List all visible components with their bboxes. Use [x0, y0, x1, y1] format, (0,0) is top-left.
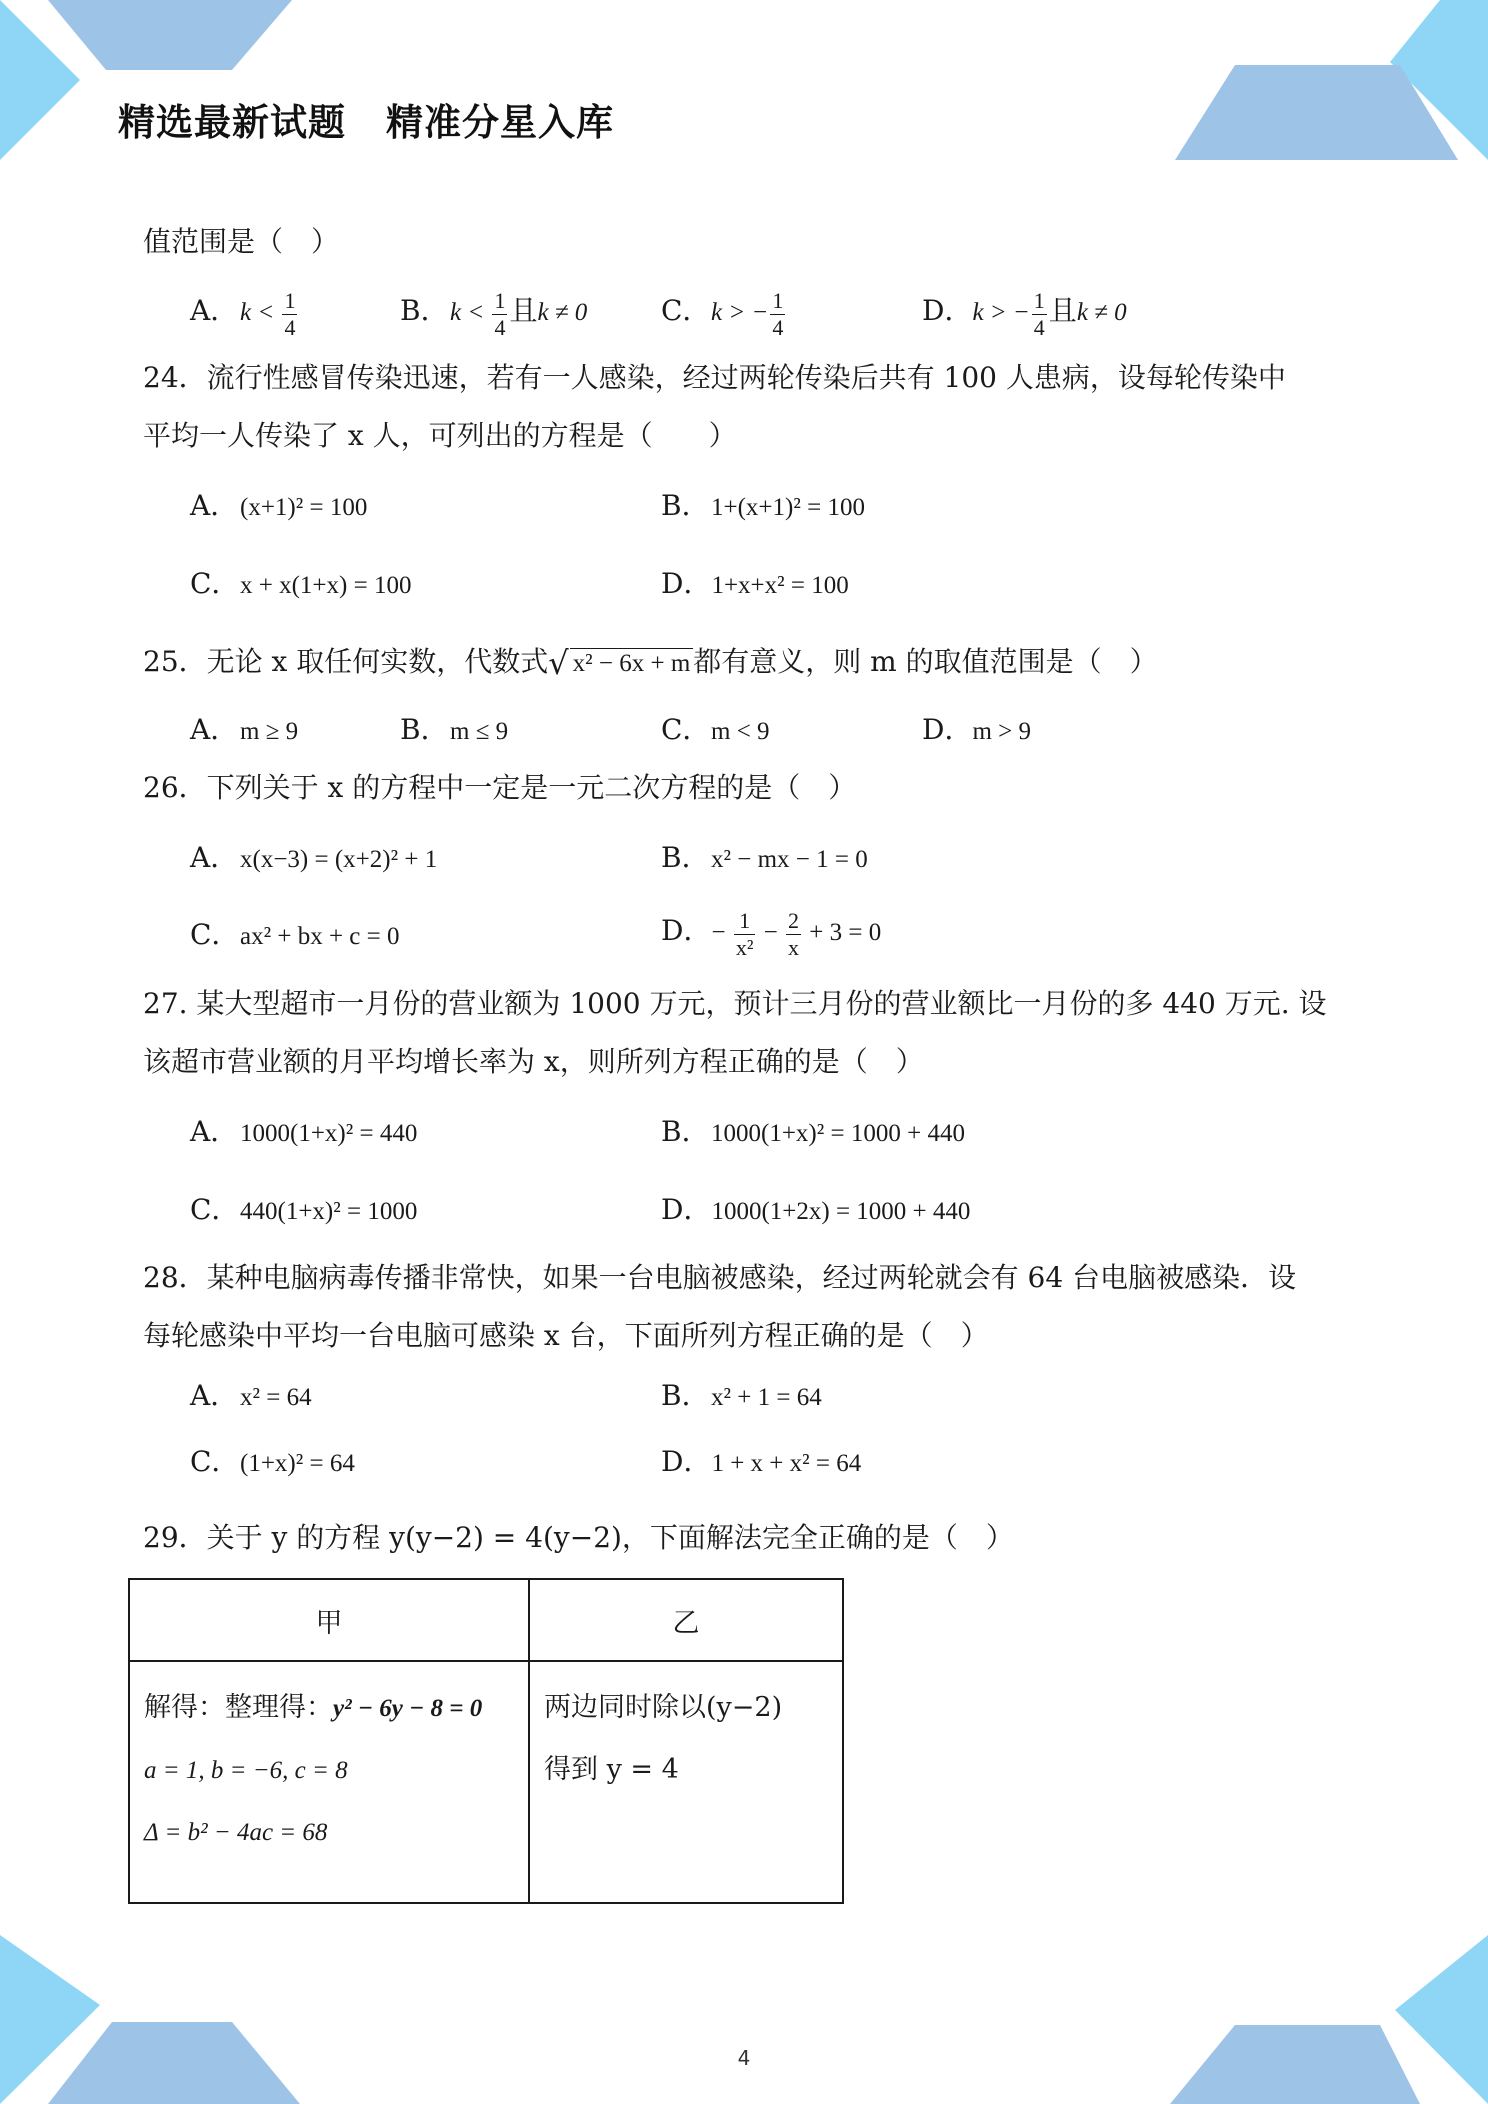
q23-a-lhs: k < [240, 299, 281, 327]
q27-option-a [190, 1112, 417, 1154]
q23-option-c [661, 290, 787, 339]
q26-option-d: D．− $\frac{1}{\text{x²}}$ − $\frac{2}{x}$ + 3 = 0 [661, 908, 882, 960]
q25-pre: 25．无论 x 取任何实数，代数式 [143, 645, 549, 678]
q27-option-b [661, 1112, 965, 1154]
q26-line1: 26．下列关于 x 的方程中一定是一元二次方程的是（ ） [143, 771, 857, 804]
q24-line2: 平均一人传染了 x 人，可列出的方程是（ ） [143, 419, 737, 452]
q26-d-tail: + 3 = 0 [809, 919, 882, 947]
header-title-right: 精准分星入库 [386, 101, 614, 144]
q23-d-lhs: k > − [972, 299, 1030, 327]
q25-c-expr: m < 9 [711, 718, 770, 745]
q24-line1: 24．流行性感冒传染迅速，若有一人感染，经过两轮传染后共有 100 人患病，设每轮传染中 [143, 361, 1286, 394]
q25-option-d [922, 710, 1031, 752]
q23-b-and: 且 [509, 294, 538, 328]
q27-line2: 该超市营业额的月平均增长率为 x，则所列方程正确的是（ ） [143, 1045, 924, 1078]
q28-option-b [661, 1376, 822, 1418]
option-label: B． [400, 294, 449, 328]
page-number: 4 [737, 2046, 751, 2070]
q25-radicand: x² − 6x + m [570, 648, 694, 679]
frac-numerator: 1 [284, 288, 296, 313]
table-header-row [129, 1579, 843, 1661]
q23-b-rhs: k ≠ 0 [537, 299, 588, 327]
option-label: B． [661, 841, 710, 874]
frac-denominator: 4 [1033, 315, 1045, 340]
q24-option-a [190, 486, 367, 528]
q23-d-and: 且 [1048, 294, 1077, 328]
frac-numerator: 1 [1033, 288, 1045, 313]
option-label: D． [661, 914, 712, 948]
q27-a-expr: 1000(1+x)² = 440 [240, 1120, 418, 1147]
option-label: A． [190, 1115, 239, 1148]
jia-equation: y² − 6y − 8 = 0 [333, 1695, 483, 1722]
q26-option-c [190, 915, 400, 957]
table-cell-yi [529, 1661, 843, 1903]
option-label: D． [661, 1193, 712, 1226]
q23-b-lhs: k < [450, 299, 491, 327]
frac-denominator: 4 [494, 315, 506, 340]
frac-denominator: 4 [772, 315, 784, 340]
option-label: B． [661, 489, 710, 522]
q24-b-expr: 1+(x+1)² = 100 [711, 494, 865, 521]
q28-d-expr: 1 + x + x² = 64 [711, 1450, 862, 1477]
q23-option-a [190, 290, 299, 339]
q29-solution-table [128, 1578, 844, 1904]
option-label: C． [190, 918, 240, 951]
jia-coefficients: a = 1, b = −6, c = 8 [144, 1757, 348, 1784]
table-row [129, 1661, 843, 1903]
option-label: B． [661, 1379, 710, 1412]
q25-line1 [143, 642, 1158, 683]
q23-d-rhs: k ≠ 0 [1076, 299, 1127, 327]
option-label: D． [661, 1445, 712, 1478]
q25-d-expr: m > 9 [972, 718, 1031, 745]
option-label: D． [922, 713, 973, 746]
q25-b-expr: m ≤ 9 [450, 718, 509, 745]
table-header-cell: 乙 [529, 1579, 843, 1661]
q24-c-expr: x + x(1+x) = 100 [240, 572, 412, 599]
table-header-cell: 甲 [129, 1579, 529, 1661]
q28-c-expr: (1+x)² = 64 [240, 1450, 355, 1477]
q24-option-d [661, 564, 849, 606]
q23-option-b [400, 290, 587, 339]
option-label: C． [661, 294, 711, 328]
q25-post: 都有意义，则 m 的取值范围是（ ） [693, 645, 1158, 678]
option-label: C． [661, 713, 711, 746]
jia-line1-text: 解得：整理得： [144, 1692, 333, 1723]
q26-a-expr: x(x−3) = (x+2)² + 1 [240, 846, 438, 873]
q28-a-expr: x² = 64 [240, 1384, 312, 1411]
q29-line1: 29．关于 y 的方程 y(y−2) = 4(y−2)，下面解法完全正确的是（ ） [143, 1521, 1014, 1554]
header-title-left: 精选最新试题 [118, 101, 346, 144]
option-label: A． [190, 294, 239, 328]
q28-option-d [661, 1442, 861, 1484]
frac-denominator: 4 [284, 315, 296, 340]
option-label: A． [190, 713, 239, 746]
frac-numerator: 2 [788, 908, 800, 933]
q23-tail: 值范围是（ ） [143, 225, 340, 258]
yi-line1: 两边同时除以(y−2) [544, 1692, 783, 1723]
q27-option-c [190, 1190, 417, 1232]
q28-line2: 每轮感染中平均一台电脑可感染 x 台，下面所列方程正确的是（ ） [143, 1319, 989, 1352]
q24-d-expr: 1+x+x² = 100 [711, 572, 849, 599]
q24-a-expr: (x+1)² = 100 [240, 494, 368, 521]
q24-option-c [190, 564, 411, 606]
q23-c-lhs: k > − [711, 299, 769, 327]
q23-option-d [922, 290, 1127, 339]
table-cell-jia [129, 1661, 529, 1903]
q28-b-expr: x² + 1 = 64 [711, 1384, 822, 1411]
option-label: A． [190, 1379, 239, 1412]
q24-option-b [661, 486, 865, 528]
q27-option-d [661, 1190, 970, 1232]
option-label: D． [661, 567, 712, 600]
option-label: A． [190, 489, 239, 522]
q27-line1: 27. 某大型超市一月份的营业额为 1000 万元，预计三月份的营业额比一月份的多 440 万元. 设 [143, 987, 1327, 1020]
q25-option-a [190, 710, 298, 752]
q27-b-expr: 1000(1+x)² = 1000 + 440 [711, 1120, 965, 1147]
q25-option-b [400, 710, 508, 752]
option-label: C． [190, 567, 240, 600]
q27-c-expr: 440(1+x)² = 1000 [240, 1198, 418, 1225]
q26-option-a [190, 838, 437, 880]
q25-a-expr: m ≥ 9 [240, 718, 299, 745]
frac-numerator: 1 [734, 910, 756, 935]
jia-discriminant: Δ = b² − 4ac = 68 [144, 1819, 328, 1846]
q27-d-expr: 1000(1+2x) = 1000 + 440 [711, 1198, 971, 1225]
q28-option-a [190, 1376, 312, 1418]
option-label: B． [661, 1115, 710, 1148]
option-label: C． [190, 1445, 240, 1478]
option-label: D． [922, 294, 973, 328]
q25-option-c [661, 710, 770, 752]
q28-line1: 28．某种电脑病毒传播非常快，如果一台电脑被感染，经过两轮就会有 64 台电脑被感染．设 [143, 1261, 1297, 1294]
option-label: C． [190, 1193, 240, 1226]
frac-numerator: 1 [494, 288, 506, 313]
frac-denominator: x² [735, 935, 754, 960]
q26-c-expr: ax² + bx + c = 0 [240, 923, 400, 950]
frac-denominator: x [788, 935, 800, 960]
sqrt-symbol: √ [548, 644, 569, 682]
q26-b-expr: x² − mx − 1 = 0 [711, 846, 868, 873]
option-label: B． [400, 713, 449, 746]
yi-line2: 得到 y = 4 [544, 1754, 679, 1785]
cell-line [144, 1688, 516, 1729]
q28-option-c [190, 1442, 355, 1484]
option-label: A． [190, 841, 239, 874]
q26-option-b [661, 838, 868, 880]
frac-numerator: 1 [772, 288, 784, 313]
